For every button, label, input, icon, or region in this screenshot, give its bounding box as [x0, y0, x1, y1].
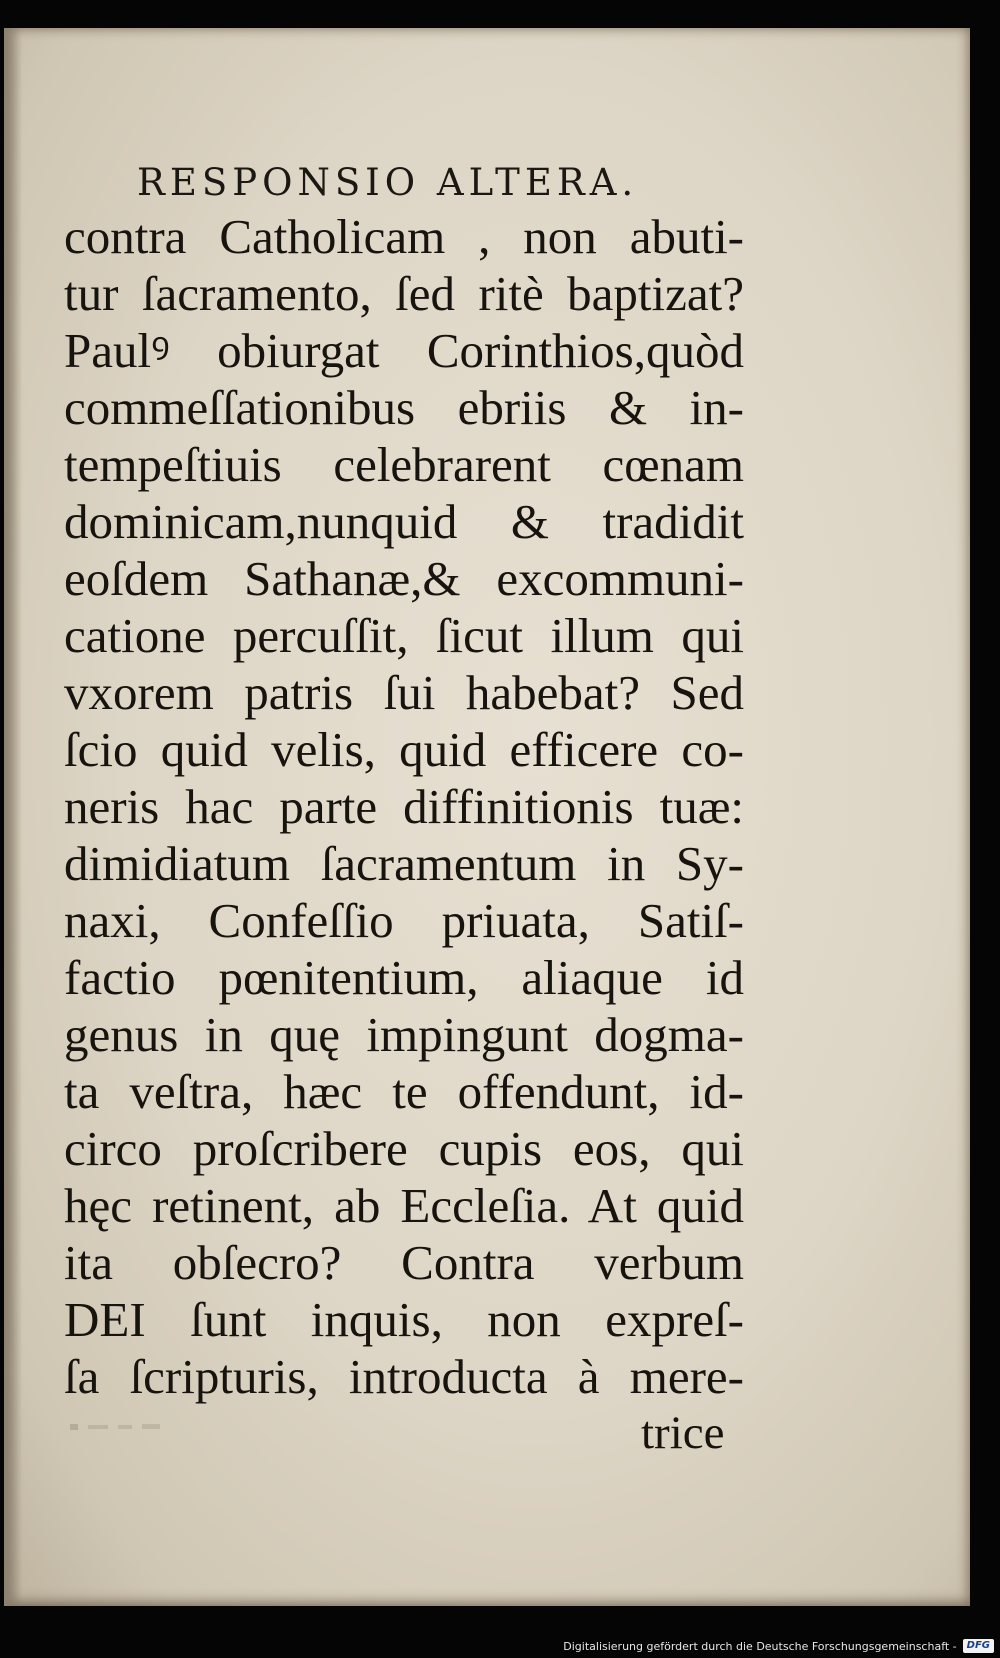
- text-line: ſcio quid velis, quid efficere co-: [64, 722, 744, 777]
- catchword: trice: [641, 1407, 725, 1459]
- text-line: hęc retinent, ab Eccleſia. At quid: [64, 1178, 744, 1233]
- book-page: [4, 28, 970, 1606]
- dfg-logo[interactable]: DFG: [963, 1639, 994, 1653]
- faint-signature-mark: [70, 1418, 180, 1436]
- text-line: DEI ſunt inquis, non expreſ-: [64, 1292, 744, 1347]
- text-line: tur ſacramento, ſed ritè baptizat?: [64, 266, 744, 321]
- text-line: dominicam,nunquid & tradidit: [64, 494, 744, 549]
- text-line: eoſdem Sathanæ,& excommuni-: [64, 551, 744, 606]
- text-line: ta veſtra, hæc te offendunt, id-: [64, 1064, 744, 1119]
- page-gutter-shadow: [4, 28, 22, 1606]
- text-line: contra Catholicam , non abuti-: [64, 209, 744, 264]
- running-head: RESPONSIO ALTERA.: [137, 161, 639, 204]
- text-line: genus in quę impingunt dogma-: [64, 1007, 744, 1062]
- text-line: dimidiatum ſacramentum in Sy-: [64, 836, 744, 891]
- text-line: tempeſtiuis celebrarent cœnam: [64, 437, 744, 492]
- text-line: catione percuſſit, ſicut illum qui: [64, 608, 744, 663]
- footer-credit-text: Digitalisierung gefördert durch die Deutsche Forschungsgemeinschaft -: [563, 1639, 957, 1653]
- text-line: naxi, Confeſſio priuata, Satiſ-: [64, 893, 744, 948]
- text-line: ſa ſcripturis, introducta à mere-: [64, 1349, 744, 1404]
- text-line: commeſſationibus ebriis & in-: [64, 380, 744, 435]
- text-line: circo proſcribere cupis eos, qui: [64, 1121, 744, 1176]
- text-body: [64, 208, 744, 1405]
- text-line: ita obſecro? Contra verbum: [64, 1235, 744, 1290]
- footer-credit-bar: [563, 1634, 1000, 1658]
- text-line: neris hac parte diffinitionis tuæ:: [64, 779, 744, 834]
- text-line: vxorem patris ſui habebat? Sed: [64, 665, 744, 720]
- text-line: factio pœnitentium, aliaque id: [64, 950, 744, 1005]
- text-line: Paulꝰ obiurgat Corinthios,quòd: [64, 323, 744, 378]
